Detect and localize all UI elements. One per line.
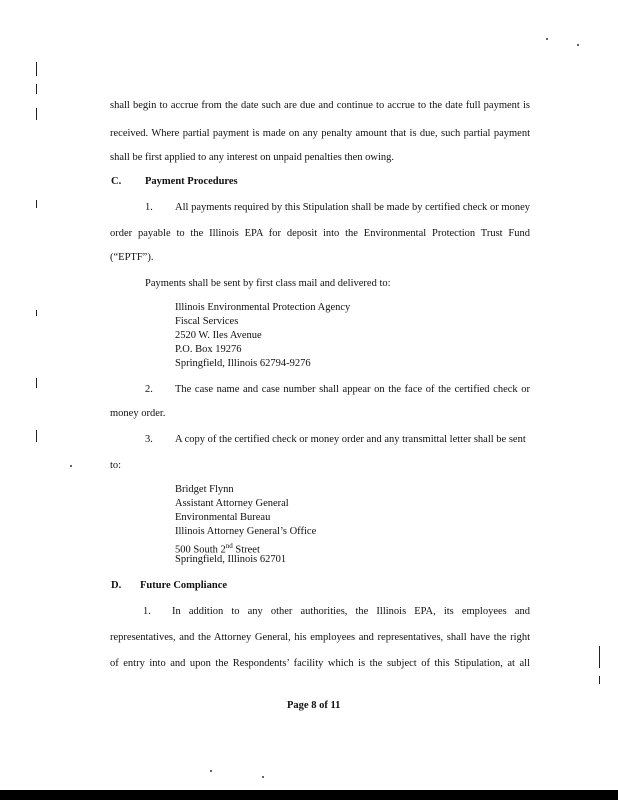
paragraph-line [110,100,530,112]
address-line: Springfield, Illinois 62794-9276 [175,358,311,369]
paragraph-line-text: shall begin to accrue from the date such are due and continue to accrue to the date full payment is [110,100,530,111]
address-line: Illinois Attorney General’s Office [175,526,317,537]
scan-speck [262,776,264,778]
scan-mark [36,84,37,94]
d1-line3: of entry into and upon the Respondents’ facility which is the subject of this Stipulation, at all [110,658,530,669]
scan-mark [599,646,600,668]
c3-number: 3. [145,434,153,445]
address-line: Fiscal Services [175,316,239,327]
section-d-letter: D. [111,580,122,591]
address-line: 2520 W. Iles Avenue [175,330,262,341]
c3-line2: to: [110,460,122,471]
payments-sent-text: Payments shall be sent by first class mail and delivered to: [145,278,391,289]
scan-mark [36,62,37,76]
scan-speck [210,770,212,772]
scan-mark [36,108,37,120]
d1-line2: representatives, and the Attorney General, his employees and representatives, shall have the right [110,632,530,643]
c1-line1: All payments required by this Stipulation shall be made by certified check or money [175,202,530,213]
c1-number: 1. [145,202,153,213]
scan-mark [36,378,37,388]
address-line: Illinois Environmental Protection Agency [175,302,351,313]
scan-bottom-edge [0,790,618,800]
page-number: Page 8 of 11 [287,700,341,711]
section-c-title: Payment Procedures [145,176,238,187]
scan-mark [36,310,37,316]
address-line-street: 500 South 2nd Street [175,542,260,556]
d1-number: 1. [143,606,151,617]
paragraph-line: shall be first applied to any interest on unpaid penalties then owing. [110,152,395,163]
d1-line1: In addition to any other authorities, the Illinois EPA, its employees and [172,606,530,617]
c2-number: 2. [145,384,153,395]
c1-line3: (“EPTF”). [110,252,154,263]
section-c-letter: C. [111,176,122,187]
address-line: Environmental Bureau [175,512,271,523]
c2-line2: money order. [110,408,166,419]
paragraph-line: received. Where partial payment is made on any penalty amount that is due, such partial payment [110,128,530,139]
section-d-title: Future Compliance [140,580,228,591]
address-line: Assistant Attorney General [175,498,289,509]
c3-line1: A copy of the certified check or money order and any transmittal letter shall be sent [175,434,526,445]
scan-mark [599,676,600,684]
scan-speck [70,465,72,467]
scan-speck [577,44,579,46]
c1-line2: order payable to the Illinois EPA for deposit into the Environmental Protection Trust Fund [110,228,530,239]
address-line: Bridget Flynn [175,484,234,495]
scan-mark [36,430,37,442]
scan-speck [546,38,548,40]
address-line: Springfield, Illinois 62701 [175,554,287,565]
address-line: P.O. Box 19276 [175,344,242,355]
scan-mark [36,200,37,208]
c2-line1: The case name and case number shall appear on the face of the certified check or [175,384,530,395]
